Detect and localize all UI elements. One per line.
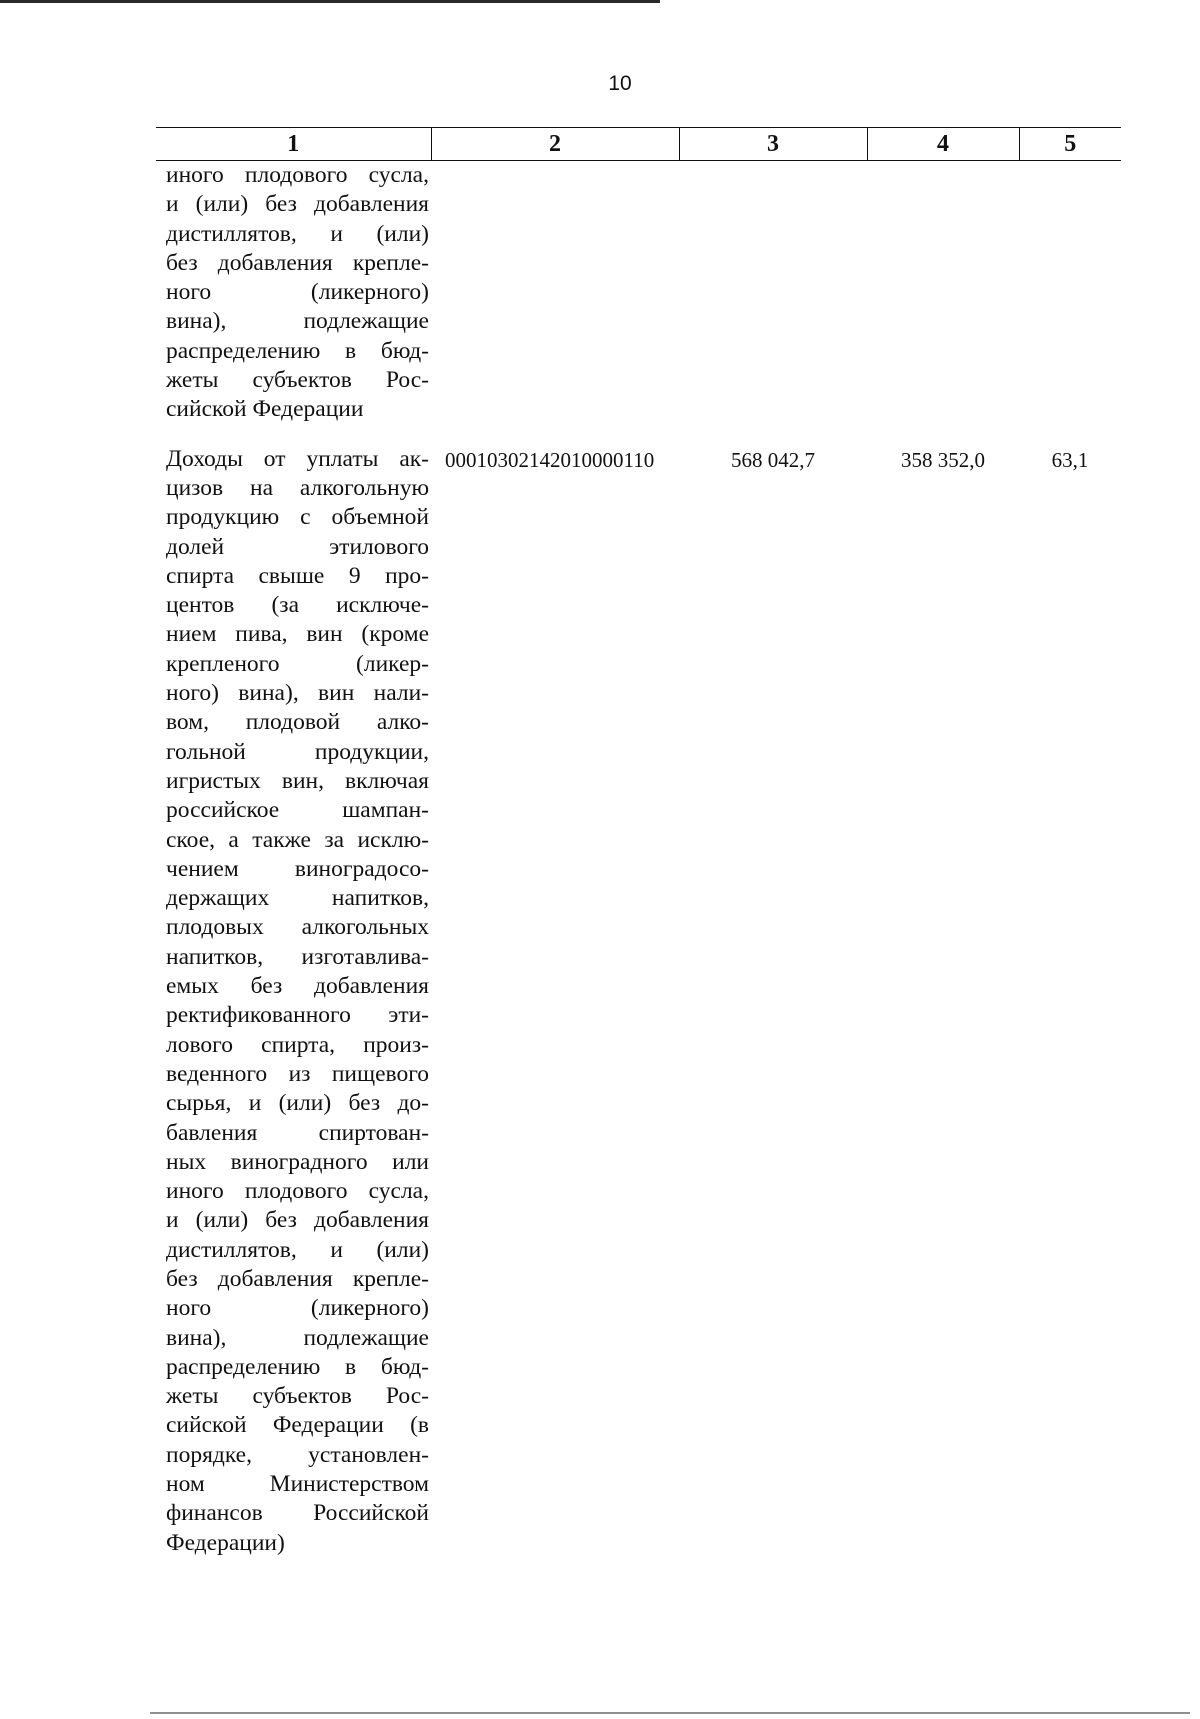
- column-header-2: 2: [431, 128, 679, 161]
- revenue-name-line: держащих напитков,: [166, 885, 429, 912]
- revenue-name-line: ного) вина), вин нали-: [166, 680, 429, 707]
- revenue-name-line: дистиллятов, и (или): [166, 220, 429, 247]
- revenue-name-line: российское шампан-: [166, 797, 429, 824]
- actual-amount-cell: 358 352,0: [901, 447, 985, 472]
- revenue-name-line: без добавления крепле-: [166, 1265, 429, 1292]
- revenue-name-line: игристых вин, включая: [166, 767, 429, 794]
- table-row-continued: [156, 161, 1121, 445]
- revenue-name-line: напитков, изготавлива-: [166, 943, 429, 970]
- revenue-name-line: дистиллятов, и (или): [166, 1236, 429, 1263]
- revenue-name-line: спирта свыше 9 про-: [166, 562, 429, 589]
- revenue-name-line: иного плодового сусла,: [166, 162, 429, 188]
- revenue-name-line: ного (ликерного): [166, 1295, 429, 1322]
- revenue-name-line: ного (ликерного): [166, 279, 429, 306]
- revenue-name-line: вина), подлежащие: [166, 308, 429, 335]
- revenue-name-cell: [156, 161, 431, 445]
- revenue-name-line: гольной продукции,: [166, 738, 429, 765]
- revenue-name-line: жеты субъектов Рос-: [166, 367, 429, 394]
- revenue-name-line: жеты субъектов Рос-: [166, 1383, 429, 1410]
- revenue-name-line: крепленого (ликер-: [166, 650, 429, 677]
- column-header-3: 3: [679, 128, 867, 161]
- revenue-name-line: емых без добавления: [166, 973, 429, 1000]
- column-header-1: 1: [156, 128, 431, 161]
- column-header-4: 4: [867, 128, 1019, 161]
- revenue-table: [156, 127, 1121, 1558]
- revenue-name-line: и (или) без добавления: [166, 191, 429, 218]
- page-number: 10: [608, 72, 632, 95]
- revenue-name-line: продукцию с объемной: [166, 504, 429, 531]
- revenue-name-line: сийской Федерации (в: [166, 1412, 429, 1439]
- table-header-row: [156, 128, 1121, 161]
- revenue-name-line: ных виноградного или: [166, 1148, 429, 1175]
- revenue-name-line: цизов на алкогольную: [166, 474, 429, 501]
- revenue-name-line: нием пива, вин (кроме: [166, 621, 429, 648]
- table-row: [156, 445, 1121, 1558]
- revenue-name-line: и (или) без добавления: [166, 1207, 429, 1234]
- revenue-name-line: бавления спиртован-: [166, 1119, 429, 1146]
- revenue-name-line: финансов Российской: [166, 1500, 429, 1527]
- revenue-name-line: распределению в бюд-: [166, 1353, 429, 1380]
- percent-cell: 63,1: [1051, 447, 1089, 472]
- plan-amount-cell: [679, 161, 867, 445]
- revenue-name-line: Федерации): [166, 1529, 285, 1556]
- scan-edge-top: [0, 0, 660, 3]
- revenue-name-line: плодовых алкогольных: [166, 914, 429, 941]
- revenue-name-line: чением виноградосо-: [166, 855, 429, 882]
- revenue-name-line: иного плодового сусла,: [166, 1178, 429, 1205]
- revenue-name-line: сырья, и (или) без до-: [166, 1090, 429, 1117]
- revenue-name-cell: [156, 445, 431, 1558]
- revenue-name-line: центов (за исключе-: [166, 592, 429, 619]
- actual-amount-cell: [867, 161, 1019, 445]
- revenue-name-line: лового спирта, произ-: [166, 1031, 429, 1058]
- revenue-code-cell: 00010302142010000110: [445, 447, 655, 472]
- revenue-name-line: распределению в бюд-: [166, 337, 429, 364]
- revenue-name-line: ректификованного эти-: [166, 1002, 429, 1029]
- revenue-name-line: вина), подлежащие: [166, 1324, 429, 1351]
- revenue-name-line: сийской Федерации: [166, 396, 364, 423]
- revenue-name-line: ское, а также за исклю-: [166, 826, 429, 853]
- revenue-name-line: без добавления крепле-: [166, 249, 429, 276]
- revenue-name-line: вом, плодовой алко-: [166, 709, 429, 736]
- revenue-name-line: порядке, установлен-: [166, 1441, 429, 1468]
- plan-amount-cell: 568 042,7: [731, 447, 815, 472]
- revenue-name-line: ном Министерством: [166, 1471, 429, 1498]
- revenue-name-line: Доходы от уплаты ак-: [166, 445, 429, 472]
- column-header-5: 5: [1019, 128, 1121, 161]
- revenue-code-cell: [431, 161, 679, 445]
- revenue-name-line: долей этилового: [166, 533, 429, 560]
- revenue-name-line: веденного из пищевого: [166, 1060, 429, 1087]
- scan-edge-bottom: [150, 1712, 1190, 1714]
- percent-cell: [1019, 161, 1121, 445]
